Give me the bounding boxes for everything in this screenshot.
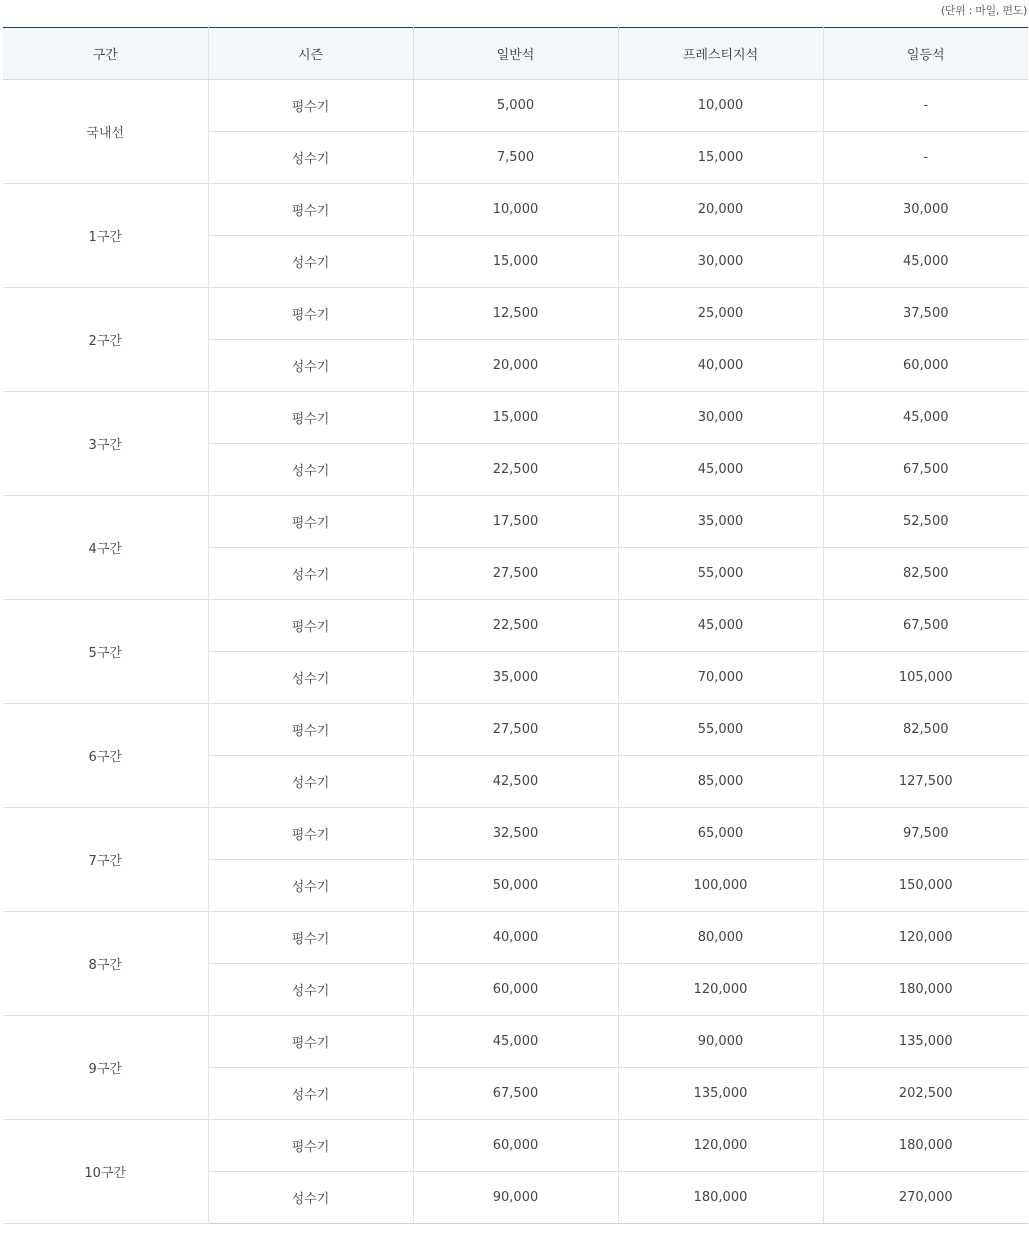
prestige-cell: 40,000 xyxy=(618,340,823,392)
season-cell: 평수기 xyxy=(208,1120,413,1172)
first-class-cell: 67,500 xyxy=(823,600,1028,652)
prestige-cell: 90,000 xyxy=(618,1016,823,1068)
header-economy: 일반석 xyxy=(413,28,618,80)
prestige-cell: 80,000 xyxy=(618,912,823,964)
first-class-cell: 37,500 xyxy=(823,288,1028,340)
first-class-cell: 30,000 xyxy=(823,184,1028,236)
economy-cell: 42,500 xyxy=(413,756,618,808)
season-cell: 평수기 xyxy=(208,600,413,652)
season-cell: 성수기 xyxy=(208,340,413,392)
season-cell: 성수기 xyxy=(208,236,413,288)
table-row xyxy=(3,1120,1028,1172)
table-header xyxy=(3,28,1028,80)
first-class-cell: 97,500 xyxy=(823,808,1028,860)
economy-cell: 90,000 xyxy=(413,1172,618,1224)
season-cell: 평수기 xyxy=(208,288,413,340)
table-row xyxy=(3,184,1028,236)
prestige-cell: 45,000 xyxy=(618,600,823,652)
first-class-cell: 127,500 xyxy=(823,756,1028,808)
season-cell: 평수기 xyxy=(208,184,413,236)
economy-cell: 20,000 xyxy=(413,340,618,392)
zone-cell: 5구간 xyxy=(3,600,208,704)
zone-cell: 4구간 xyxy=(3,496,208,600)
season-cell: 성수기 xyxy=(208,444,413,496)
season-cell: 성수기 xyxy=(208,132,413,184)
economy-cell: 35,000 xyxy=(413,652,618,704)
economy-cell: 15,000 xyxy=(413,236,618,288)
economy-cell: 5,000 xyxy=(413,80,618,132)
season-cell: 평수기 xyxy=(208,704,413,756)
table-row xyxy=(3,392,1028,444)
first-class-cell: 180,000 xyxy=(823,964,1028,1016)
prestige-cell: 65,000 xyxy=(618,808,823,860)
zone-cell: 2구간 xyxy=(3,288,208,392)
economy-cell: 27,500 xyxy=(413,704,618,756)
header-prestige: 프레스티지석 xyxy=(618,28,823,80)
table-row xyxy=(3,1016,1028,1068)
prestige-cell: 100,000 xyxy=(618,860,823,912)
table-row xyxy=(3,808,1028,860)
season-cell: 성수기 xyxy=(208,756,413,808)
first-class-cell: 52,500 xyxy=(823,496,1028,548)
first-class-cell: 45,000 xyxy=(823,392,1028,444)
season-cell: 성수기 xyxy=(208,652,413,704)
season-cell: 평수기 xyxy=(208,496,413,548)
economy-cell: 50,000 xyxy=(413,860,618,912)
prestige-cell: 20,000 xyxy=(618,184,823,236)
table-row xyxy=(3,704,1028,756)
season-cell: 평수기 xyxy=(208,808,413,860)
first-class-cell: 180,000 xyxy=(823,1120,1028,1172)
economy-cell: 12,500 xyxy=(413,288,618,340)
first-class-cell: 135,000 xyxy=(823,1016,1028,1068)
first-class-cell: - xyxy=(823,80,1028,132)
zone-cell: 6구간 xyxy=(3,704,208,808)
table-row xyxy=(3,600,1028,652)
prestige-cell: 55,000 xyxy=(618,704,823,756)
zone-cell: 10구간 xyxy=(3,1120,208,1224)
prestige-cell: 10,000 xyxy=(618,80,823,132)
economy-cell: 32,500 xyxy=(413,808,618,860)
economy-cell: 15,000 xyxy=(413,392,618,444)
season-cell: 평수기 xyxy=(208,912,413,964)
table-body xyxy=(3,80,1028,1224)
prestige-cell: 45,000 xyxy=(618,444,823,496)
prestige-cell: 30,000 xyxy=(618,236,823,288)
prestige-cell: 180,000 xyxy=(618,1172,823,1224)
mileage-award-table xyxy=(3,27,1028,1224)
zone-cell: 8구간 xyxy=(3,912,208,1016)
first-class-cell: 82,500 xyxy=(823,704,1028,756)
prestige-cell: 15,000 xyxy=(618,132,823,184)
season-cell: 성수기 xyxy=(208,860,413,912)
zone-cell: 국내선 xyxy=(3,80,208,184)
first-class-cell: 45,000 xyxy=(823,236,1028,288)
first-class-cell: 270,000 xyxy=(823,1172,1028,1224)
prestige-cell: 85,000 xyxy=(618,756,823,808)
prestige-cell: 135,000 xyxy=(618,1068,823,1120)
header-first: 일등석 xyxy=(823,28,1028,80)
season-cell: 성수기 xyxy=(208,548,413,600)
zone-cell: 9구간 xyxy=(3,1016,208,1120)
economy-cell: 17,500 xyxy=(413,496,618,548)
header-season: 시즌 xyxy=(208,28,413,80)
first-class-cell: 60,000 xyxy=(823,340,1028,392)
season-cell: 평수기 xyxy=(208,80,413,132)
prestige-cell: 120,000 xyxy=(618,964,823,1016)
unit-note: (단위 : 마일, 편도) xyxy=(940,4,1027,17)
economy-cell: 60,000 xyxy=(413,1120,618,1172)
season-cell: 평수기 xyxy=(208,1016,413,1068)
economy-cell: 40,000 xyxy=(413,912,618,964)
first-class-cell: 120,000 xyxy=(823,912,1028,964)
first-class-cell: - xyxy=(823,132,1028,184)
header-zone: 구간 xyxy=(3,28,208,80)
season-cell: 성수기 xyxy=(208,1068,413,1120)
prestige-cell: 55,000 xyxy=(618,548,823,600)
zone-cell: 7구간 xyxy=(3,808,208,912)
zone-cell: 1구간 xyxy=(3,184,208,288)
first-class-cell: 67,500 xyxy=(823,444,1028,496)
economy-cell: 22,500 xyxy=(413,600,618,652)
zone-cell: 3구간 xyxy=(3,392,208,496)
economy-cell: 22,500 xyxy=(413,444,618,496)
economy-cell: 27,500 xyxy=(413,548,618,600)
economy-cell: 67,500 xyxy=(413,1068,618,1120)
economy-cell: 45,000 xyxy=(413,1016,618,1068)
table-row xyxy=(3,288,1028,340)
economy-cell: 60,000 xyxy=(413,964,618,1016)
prestige-cell: 25,000 xyxy=(618,288,823,340)
season-cell: 성수기 xyxy=(208,964,413,1016)
first-class-cell: 202,500 xyxy=(823,1068,1028,1120)
first-class-cell: 105,000 xyxy=(823,652,1028,704)
table-row xyxy=(3,496,1028,548)
season-cell: 평수기 xyxy=(208,392,413,444)
first-class-cell: 82,500 xyxy=(823,548,1028,600)
economy-cell: 7,500 xyxy=(413,132,618,184)
table-row xyxy=(3,912,1028,964)
prestige-cell: 120,000 xyxy=(618,1120,823,1172)
prestige-cell: 35,000 xyxy=(618,496,823,548)
table-row xyxy=(3,80,1028,132)
season-cell: 성수기 xyxy=(208,1172,413,1224)
economy-cell: 10,000 xyxy=(413,184,618,236)
header-row xyxy=(3,28,1028,80)
prestige-cell: 30,000 xyxy=(618,392,823,444)
prestige-cell: 70,000 xyxy=(618,652,823,704)
first-class-cell: 150,000 xyxy=(823,860,1028,912)
